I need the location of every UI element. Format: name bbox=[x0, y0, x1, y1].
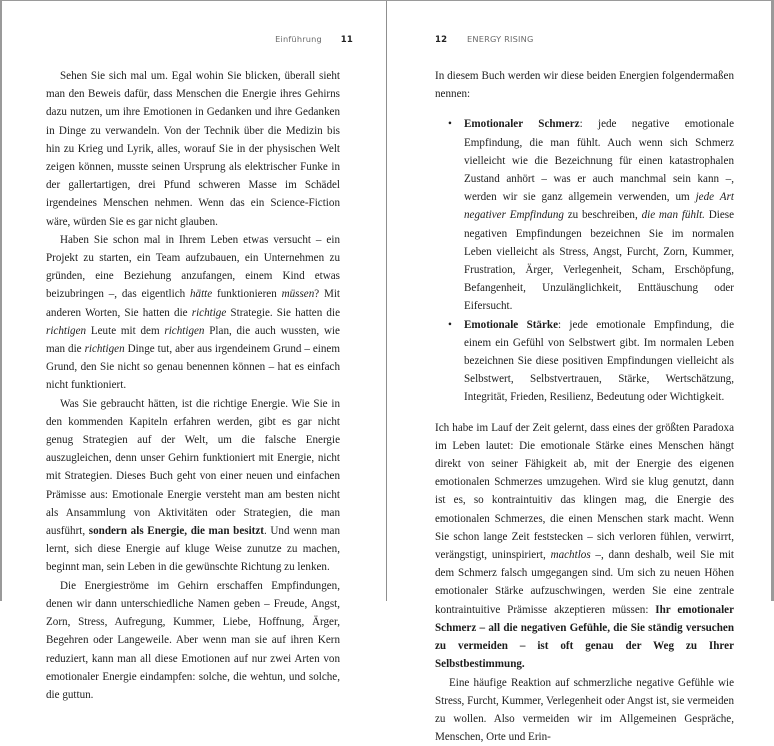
right-page bbox=[387, 1, 774, 601]
list-item bbox=[464, 115, 734, 315]
paragraph: Ich habe im Lauf der Zeit gelernt, dass eines der größten Paradoxa im Leben lautet: Die emotionale Stärke eines Menschen hängt direkt von seiner Fähigkeit ab, mit der Energie des eigenen emotionalen Schmerzes umzugehen. Wird sie klug genutzt, dann ist es, so kontraintuitiv das klingen mag, die Energie des emotionalen Schmerzes, die einen Menschen stark macht. Wenn Sie schon lange Zeit feststecken – sich verloren fühlen, verwirrt, verängstigt, uninspiriert, machtlos –, dann deshalb, weil Sie mit dem Schmerz falsch umgegangen sind. Um sich zu neuen Höhen emotionaler Stärke aufzuschwingen, werden Sie eine zentrale kontraintuitive Prämisse akzeptieren müssen: Ihr emotionaler Schmerz – all die negativen Gefühle, die Sie ständig versuchen zu vermeiden – ist oft genau der Weg zu Ihrer Selbstbestimmung. bbox=[435, 419, 734, 674]
left-page-body bbox=[46, 67, 340, 704]
list-item-text: Emotionaler Schmerz: jede negative emotionale Empfindung, die man fühlt. Auch wenn sich Schmerz vielleicht wie die Bezeichnung für einen katastrophalen Zustand anhört – was er auch manchmal sein kann –, werden wir sie ganz allgemein verwenden, um jede Art negativer Empfindung zu beschreiben, die man fühlt. Diese negativen Empfindungen bezeichnen Sie im normalen Leben vielleicht als Stress, Angst, Furcht, Zorn, Kummer, Frustration, Ärger, Verlegenheit, Scham, Erschöpfung, Befangenheit, Unzulänglichkeit, Enttäuschung oder Eifersucht. bbox=[464, 118, 734, 312]
bullet-icon: • bbox=[448, 115, 452, 133]
paragraph: Eine häufige Reaktion auf schmerzliche negative Gefühle wie Stress, Furcht, Kummer, Verlegenheit oder Angst ist, sie vermeiden zu wollen. Also vermeiden wir im Allgemeinen Gespräche, Menschen, Orte und Erin- bbox=[435, 674, 734, 746]
paragraph: Was Sie gebraucht hätten, ist die richtige Energie. Wie Sie in den kommenden Kapiteln erfahren werden, gibt es gar nicht genug Strategien auf der Welt, um die falsche Energie auszugleichen, denn unser Gehirn funktioniert mit Energie, nicht mit Strategien. Dieses Buch geht von einer neuen und einfachen Prämisse aus: Emotionale Energie versteht man am besten nicht als Ansammlung von Aktivitäten oder Strategien, die man ausführt, sondern als Energie, die man besitzt. Und wenn man lernt, sich diese Energie auf kluge Weise zunutze zu machen, beginnt man, sein Leben in die gewünschte Richtung zu lenken. bbox=[46, 395, 340, 577]
paragraph: Haben Sie schon mal in Ihrem Leben etwas versucht – ein Projekt zu starten, ein Team aufzubauen, ein Unternehmen zu gründen, eine Beziehung anzufangen, einem Kind etwas beizubringen –, das eigentlich hätte funktionieren müssen? Mit anderen Worten, Sie hatten die richtige Strategie. Sie hatten die richtigen Leute mit dem richtigen Plan, die auch wussten, wie man die richtigen Dinge tut, aber aus irgendeinem Grund – einem Grund, den Sie nicht so genau benennen können – hat es einfach nicht funktioniert. bbox=[46, 231, 340, 395]
definition-list bbox=[435, 115, 734, 406]
page-number: 12 bbox=[435, 35, 447, 45]
running-head-right bbox=[435, 34, 534, 45]
page-number: 11 bbox=[341, 35, 353, 45]
right-page-body bbox=[435, 67, 734, 746]
list-item bbox=[464, 316, 734, 407]
bullet-icon: • bbox=[448, 316, 452, 334]
chapter-title: Einführung bbox=[275, 34, 322, 44]
list-item-text: Emotionale Stärke: jede emotionale Empfindung, die einem ein Gefühl von Selbstwert gibt. Im normalen Leben bezeichnen Sie diese positiven Empfindungen vielleicht als Selbstwert, Selbstvertrauen, Stärke, Wertschätzung, Integrität, Frieden, Resilienz, Bedeutung oder Wichtigkeit. bbox=[464, 319, 734, 404]
left-page bbox=[0, 1, 387, 601]
book-title: ENERGY RISING bbox=[467, 34, 533, 44]
running-head-left bbox=[275, 34, 353, 45]
paragraph: Sehen Sie sich mal um. Egal wohin Sie blicken, überall sieht man den Beweis dafür, dass Menschen die Energie ihres Gehirns dazu nutzen, um ihre Emotionen in Gedanken und ihre Gedanken in Dinge zu verwandeln. Von der Technik über die Medizin bis hin zu Krieg und Lyrik, alles, worauf Sie in der physischen Welt zeigen können, musste seinen Ursprung als elektrischer Funke in der gallertartigen, drei Pfund schweren Masse im Schädel irgendeines Menschen nehmen. Wenn das ein Science-Fiction wäre, würden Sie es gar nicht glauben. bbox=[46, 67, 340, 231]
intro-paragraph: In diesem Buch werden wir diese beiden Energien folgendermaßen nennen: bbox=[435, 67, 734, 103]
paragraph: Die Energieströme im Gehirn erschaffen Empfindungen, denen wir dann unterschiedliche Namen geben – Freude, Angst, Zorn, Stress, Aufregung, Kummer, Liebe, Hoffnung, Ärger, Begehren oder Langeweile. Aber wenn man sie auf ihren Kern reduziert, kann man all diese Emotionen auf nur zwei Arten von emotionaler Energie eindampfen: solche, die wehtun, und solche, die guttun. bbox=[46, 577, 340, 704]
